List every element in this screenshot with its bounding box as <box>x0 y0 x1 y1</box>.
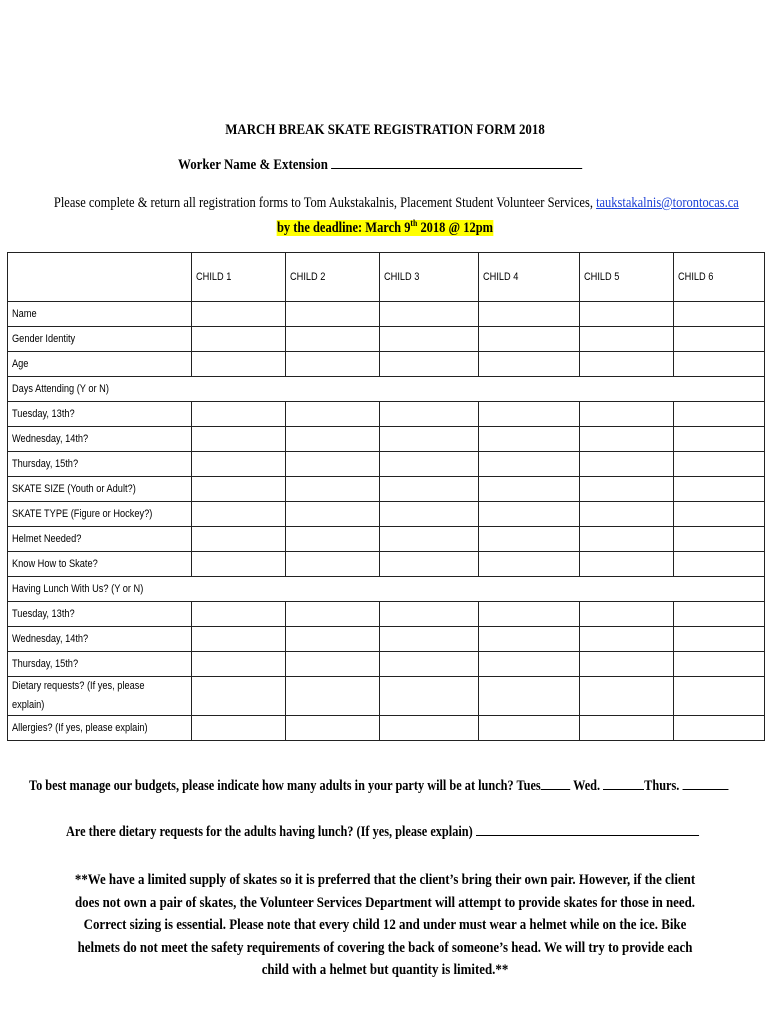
row-label-cell <box>8 302 192 327</box>
table-row <box>8 602 765 627</box>
table-row <box>8 627 765 652</box>
entry-cell-child-1[interactable] <box>192 302 286 327</box>
row-label-cell <box>8 527 192 552</box>
entry-cell-child-1[interactable] <box>192 677 286 716</box>
table-row <box>8 327 765 352</box>
entry-cell-child-3[interactable] <box>380 327 479 352</box>
row-label: Tuesday, 13th? <box>12 407 75 420</box>
deadline-highlight <box>277 220 493 236</box>
entry-cell-child-2[interactable] <box>286 302 380 327</box>
entry-cell-child-3[interactable] <box>380 627 479 652</box>
entry-cell-child-5[interactable] <box>579 652 673 677</box>
row-label: Gender Identity <box>12 332 76 345</box>
thurs-label: Thurs. <box>644 778 680 794</box>
row-label: Allergies? (If yes, please explain) <box>12 721 148 734</box>
thurs-blank[interactable] <box>682 777 728 790</box>
entry-cell-child-5[interactable] <box>579 527 673 552</box>
entry-cell-child-3[interactable] <box>380 652 479 677</box>
adult-dietary-text: Are there dietary requests for the adults having lunch? (If yes, please explain) <box>66 824 473 840</box>
entry-cell-child-3[interactable] <box>380 527 479 552</box>
entry-cell-child-1[interactable] <box>192 602 286 627</box>
entry-cell-child-1[interactable] <box>192 477 286 502</box>
entry-cell-child-6[interactable] <box>673 352 764 377</box>
entry-cell-child-5[interactable] <box>579 402 673 427</box>
entry-cell-child-6[interactable] <box>673 502 764 527</box>
entry-cell-child-6[interactable] <box>673 716 764 741</box>
entry-cell-child-5[interactable] <box>579 627 673 652</box>
column-header-child-6 <box>673 253 764 302</box>
entry-cell-child-6[interactable] <box>673 477 764 502</box>
row-label: Thursday, 15th? <box>12 657 79 670</box>
entry-cell-child-1[interactable] <box>192 552 286 577</box>
column-header-child-4 <box>479 253 579 302</box>
table-row <box>8 427 765 452</box>
table-row <box>8 652 765 677</box>
entry-cell-child-4[interactable] <box>479 502 579 527</box>
entry-cell-child-4[interactable] <box>479 452 579 477</box>
entry-cell-child-3[interactable] <box>380 502 479 527</box>
column-header-child-2 <box>286 253 380 302</box>
row-label-cell <box>8 652 192 677</box>
entry-cell-child-1[interactable] <box>192 352 286 377</box>
instructions-text: Please complete & return all registration forms to Tom Aukstakalnis, Placement Student Volunteer Services, <box>53 195 593 211</box>
entry-cell-child-3[interactable] <box>380 477 479 502</box>
skates-note: **We have a limited supply of skates so it is preferred that the client’s bring their own pair. However, if the client does not own a pair of skates, the Volunteer Services Department will attempt to provide skates for those in need. Correct sizing is essential. Please note that every child 12 and under must wear a helmet while on the ice. Bike helmets do not meet the safety requirements of covering the back of someone’s head. We will try to provide each child with a helmet but quantity is limited.** <box>74 872 696 978</box>
entry-cell-child-6[interactable] <box>673 627 764 652</box>
entry-cell-child-2[interactable] <box>286 352 380 377</box>
entry-cell-child-6[interactable] <box>673 402 764 427</box>
row-label: Tuesday, 13th? <box>12 607 75 620</box>
table-row <box>8 527 765 552</box>
row-label-cell <box>8 477 192 502</box>
entry-cell-child-1[interactable] <box>192 627 286 652</box>
entry-cell-child-6[interactable] <box>673 452 764 477</box>
entry-cell-child-2[interactable] <box>286 402 380 427</box>
row-label-cell <box>8 627 192 652</box>
row-label: Wednesday, 14th? <box>12 632 89 645</box>
lunch-adults-question <box>29 777 728 795</box>
entry-cell-child-5[interactable] <box>579 552 673 577</box>
entry-cell-child-1[interactable] <box>192 327 286 352</box>
entry-cell-child-6[interactable] <box>673 652 764 677</box>
entry-cell-child-5[interactable] <box>579 502 673 527</box>
entry-cell-child-3[interactable] <box>380 402 479 427</box>
column-header-label: CHILD 4 <box>483 271 519 283</box>
entry-cell-child-2[interactable] <box>286 327 380 352</box>
entry-cell-child-3[interactable] <box>380 352 479 377</box>
entry-cell-child-2[interactable] <box>286 716 380 741</box>
entry-cell-child-2[interactable] <box>286 527 380 552</box>
entry-cell-child-3[interactable] <box>380 602 479 627</box>
row-label-cell <box>8 716 192 741</box>
entry-cell-child-3[interactable] <box>380 677 479 716</box>
table-row <box>8 677 765 716</box>
row-label-cell <box>8 502 192 527</box>
row-label: Know How to Skate? <box>12 557 98 570</box>
entry-cell-child-4[interactable] <box>479 677 579 716</box>
entry-cell-child-6[interactable] <box>673 427 764 452</box>
row-label: Wednesday, 14th? <box>12 432 89 445</box>
worker-name-blank[interactable] <box>331 156 582 169</box>
entry-cell-child-4[interactable] <box>479 602 579 627</box>
row-label: Age <box>12 357 29 370</box>
lunch-question-text: To best manage our budgets, please indicate how many adults in your party will be at lunch? <box>29 778 514 794</box>
entry-cell-child-4[interactable] <box>479 527 579 552</box>
entry-cell-child-6[interactable] <box>673 677 764 716</box>
entry-cell-child-3[interactable] <box>380 552 479 577</box>
entry-cell-child-3[interactable] <box>380 452 479 477</box>
entry-cell-child-5[interactable] <box>579 716 673 741</box>
row-label-cell <box>8 327 192 352</box>
row-label-cell <box>8 602 192 627</box>
adult-dietary-question <box>66 823 699 841</box>
row-label: Having Lunch With Us? (Y or N) <box>12 582 144 595</box>
table-header-row <box>8 253 765 302</box>
row-label-cell <box>8 352 192 377</box>
entry-cell-child-4[interactable] <box>479 652 579 677</box>
worker-name-label: Worker Name & Extension <box>178 157 328 173</box>
column-header-label: CHILD 6 <box>677 271 714 283</box>
entry-cell-child-1[interactable] <box>192 652 286 677</box>
deadline-suffix: 2018 @ 12pm <box>417 219 494 236</box>
registration-table <box>7 252 765 741</box>
deadline-prefix: by the deadline: March 9 <box>276 219 411 236</box>
row-label-cell <box>8 577 765 602</box>
entry-cell-child-6[interactable] <box>673 327 764 352</box>
instructions <box>53 195 739 212</box>
form-title: MARCH BREAK SKATE REGISTRATION FORM 2018 <box>225 122 545 138</box>
wed-label: Wed. <box>573 778 601 794</box>
entry-cell-child-5[interactable] <box>579 327 673 352</box>
entry-cell-child-4[interactable] <box>479 627 579 652</box>
entry-cell-child-4[interactable] <box>479 327 579 352</box>
entry-cell-child-5[interactable] <box>579 352 673 377</box>
entry-cell-child-5[interactable] <box>579 602 673 627</box>
entry-cell-child-5[interactable] <box>579 452 673 477</box>
email-link[interactable]: taukstakalnis@torontocas.ca <box>596 195 739 211</box>
table-row <box>8 352 765 377</box>
column-header-child-3 <box>380 253 479 302</box>
table-row <box>8 716 765 741</box>
worker-name-field[interactable] <box>178 156 582 174</box>
row-label-cell <box>8 452 192 477</box>
row-label: SKATE TYPE (Figure or Hockey?) <box>12 507 153 520</box>
entry-cell-child-2[interactable] <box>286 477 380 502</box>
deadline-sup: th <box>410 218 418 228</box>
table-row <box>8 577 765 602</box>
entry-cell-child-2[interactable] <box>286 627 380 652</box>
table-row <box>8 552 765 577</box>
entry-cell-child-2[interactable] <box>286 427 380 452</box>
row-label-cell <box>8 552 192 577</box>
entry-cell-child-2[interactable] <box>286 502 380 527</box>
entry-cell-child-2[interactable] <box>286 677 380 716</box>
column-header-child-5 <box>579 253 673 302</box>
entry-cell-child-1[interactable] <box>192 402 286 427</box>
deadline <box>54 218 716 237</box>
entry-cell-child-4[interactable] <box>479 477 579 502</box>
entry-cell-child-4[interactable] <box>479 552 579 577</box>
entry-cell-child-4[interactable] <box>479 402 579 427</box>
entry-cell-child-4[interactable] <box>479 302 579 327</box>
entry-cell-child-1[interactable] <box>192 452 286 477</box>
column-header-label: CHILD 2 <box>290 271 326 283</box>
entry-cell-child-5[interactable] <box>579 477 673 502</box>
entry-cell-child-2[interactable] <box>286 652 380 677</box>
tues-label: Tues <box>516 778 541 794</box>
entry-cell-child-3[interactable] <box>380 716 479 741</box>
row-label: SKATE SIZE (Youth or Adult?) <box>12 482 136 495</box>
column-header-label: CHILD 3 <box>384 271 420 283</box>
entry-cell-child-3[interactable] <box>380 427 479 452</box>
table-row <box>8 302 765 327</box>
entry-cell-child-4[interactable] <box>479 352 579 377</box>
row-label: Days Attending (Y or N) <box>12 382 109 395</box>
entry-cell-child-4[interactable] <box>479 716 579 741</box>
entry-cell-child-2[interactable] <box>286 602 380 627</box>
row-label-cell <box>8 677 192 716</box>
entry-cell-child-6[interactable] <box>673 602 764 627</box>
entry-cell-child-1[interactable] <box>192 427 286 452</box>
row-label: Dietary requests? (If yes, please explain) <box>12 680 145 711</box>
entry-cell-child-4[interactable] <box>479 427 579 452</box>
row-label-cell <box>8 377 765 402</box>
entry-cell-child-1[interactable] <box>192 527 286 552</box>
entry-cell-child-6[interactable] <box>673 302 764 327</box>
table-row <box>8 502 765 527</box>
entry-cell-child-6[interactable] <box>673 552 764 577</box>
entry-cell-child-5[interactable] <box>579 677 673 716</box>
entry-cell-child-5[interactable] <box>579 302 673 327</box>
table-row <box>8 452 765 477</box>
row-label-cell <box>8 427 192 452</box>
column-header-child-1 <box>192 253 286 302</box>
entry-cell-child-6[interactable] <box>673 527 764 552</box>
header-corner-cell <box>8 253 192 302</box>
entry-cell-child-2[interactable] <box>286 452 380 477</box>
adult-dietary-blank[interactable] <box>476 823 699 836</box>
table-row <box>8 477 765 502</box>
table-row <box>8 402 765 427</box>
entry-cell-child-2[interactable] <box>286 552 380 577</box>
row-label: Thursday, 15th? <box>12 457 79 470</box>
entry-cell-child-1[interactable] <box>192 502 286 527</box>
row-label: Name <box>12 307 37 320</box>
row-label: Helmet Needed? <box>12 532 82 545</box>
entry-cell-child-3[interactable] <box>380 302 479 327</box>
wed-blank[interactable] <box>603 777 644 790</box>
entry-cell-child-5[interactable] <box>579 427 673 452</box>
row-label-cell <box>8 402 192 427</box>
table-row <box>8 377 765 402</box>
column-header-label: CHILD 1 <box>196 271 232 283</box>
entry-cell-child-1[interactable] <box>192 716 286 741</box>
tues-blank[interactable] <box>541 777 571 790</box>
column-header-label: CHILD 5 <box>583 271 620 283</box>
